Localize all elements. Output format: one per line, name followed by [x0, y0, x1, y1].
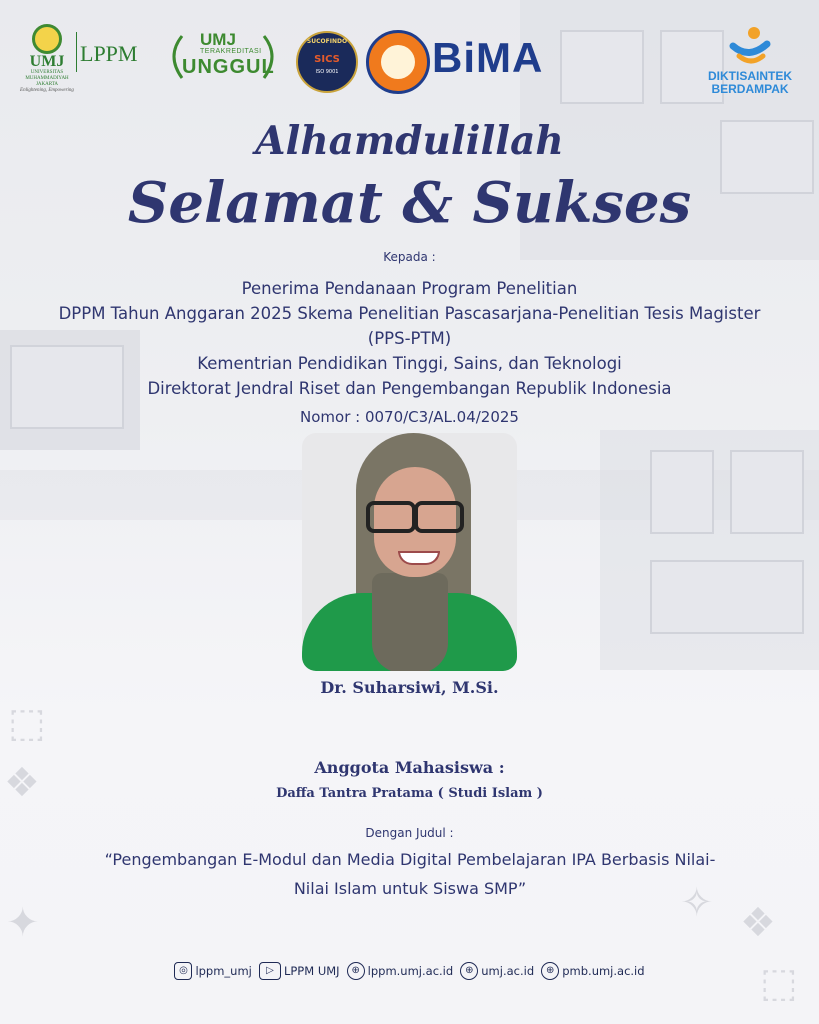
diktisaintek-figure-icon	[727, 24, 773, 68]
research-title	[70, 845, 750, 903]
pmb-website-link[interactable]: ⊕ pmb.umj.ac.id	[541, 962, 644, 980]
youtube-icon: ▷	[259, 962, 281, 980]
header-logos	[0, 0, 819, 110]
title-selamat-sukses: Selamat & Sukses	[127, 170, 692, 236]
recipient-line: (PPS-PTM)	[367, 329, 452, 348]
umj-logo: UMJ UNIVERSITAS MUHAMMADIYAH JAKARTA Enlightening, Empowering	[18, 24, 76, 92]
instagram-icon: ◎	[174, 962, 192, 980]
members-heading: Anggota Mahasiswa :	[314, 758, 505, 777]
youtube-link[interactable]: ▷ LPPM UMJ	[259, 962, 340, 980]
research-title-line: “Pengembangan E-Modul dan Media Digital Pembelajaran IPA Berbasis Nilai-	[104, 850, 716, 869]
glasses-icon	[366, 501, 464, 527]
diktisaintek-logo: DIKTISAINTEK BERDAMPAK	[700, 24, 800, 96]
instagram-link[interactable]: ◎ lppm_umj	[174, 962, 251, 980]
recipient-block	[0, 276, 819, 401]
members-value: Daffa Tantra Pratama ( Studi Islam )	[276, 786, 543, 801]
recipient-line: Kementrian Pendidikan Tinggi, Sains, dan Teknologi	[197, 354, 622, 373]
lppm-logo-text: LPPM	[80, 41, 138, 66]
umj-emblem-icon	[32, 24, 62, 54]
footer-social-links	[0, 958, 819, 980]
research-title-line: Nilai Islam untuk Siswa SMP”	[293, 879, 527, 898]
sucofindo-iso-logo: SUCOFINDO SICS ISO 9001	[296, 31, 358, 93]
lppm-website-link[interactable]: ⊕ lppm.umj.ac.id	[347, 962, 454, 980]
kepada-label: Kepada :	[383, 250, 436, 264]
bima-logo-text: BiMA	[432, 34, 544, 81]
globe-icon: ⊕	[541, 962, 559, 980]
logo-divider	[76, 32, 77, 72]
globe-icon: ⊕	[347, 962, 365, 980]
recipient-line: Direktorat Jendral Riset dan Pengembangan Republik Indonesia	[147, 379, 672, 398]
researcher-name: Dr. Suharsiwi, M.Si.	[320, 678, 499, 697]
title-alhamdulillah: Alhamdulillah	[255, 118, 564, 164]
researcher-photo	[302, 433, 517, 671]
bima-mascot-icon	[366, 30, 430, 94]
recipient-line: DPPM Tahun Anggaran 2025 Skema Penelitian Pascasarjana-Penelitian Tesis Magister	[58, 304, 761, 323]
background: ⬚ ❖ ✦ ✧ ❖ ⬚	[0, 0, 819, 1024]
decree-number: Nomor : 0070/C3/AL.04/2025	[300, 408, 519, 426]
unggul-accreditation-logo: UMJ TERAKREDITASI UNGGUL	[162, 28, 284, 82]
recipient-line: Penerima Pendanaan Program Penelitian	[241, 279, 578, 298]
title-heading: Dengan Judul :	[365, 826, 454, 840]
globe-icon: ⊕	[460, 962, 478, 980]
umj-website-link[interactable]: ⊕ umj.ac.id	[460, 962, 534, 980]
